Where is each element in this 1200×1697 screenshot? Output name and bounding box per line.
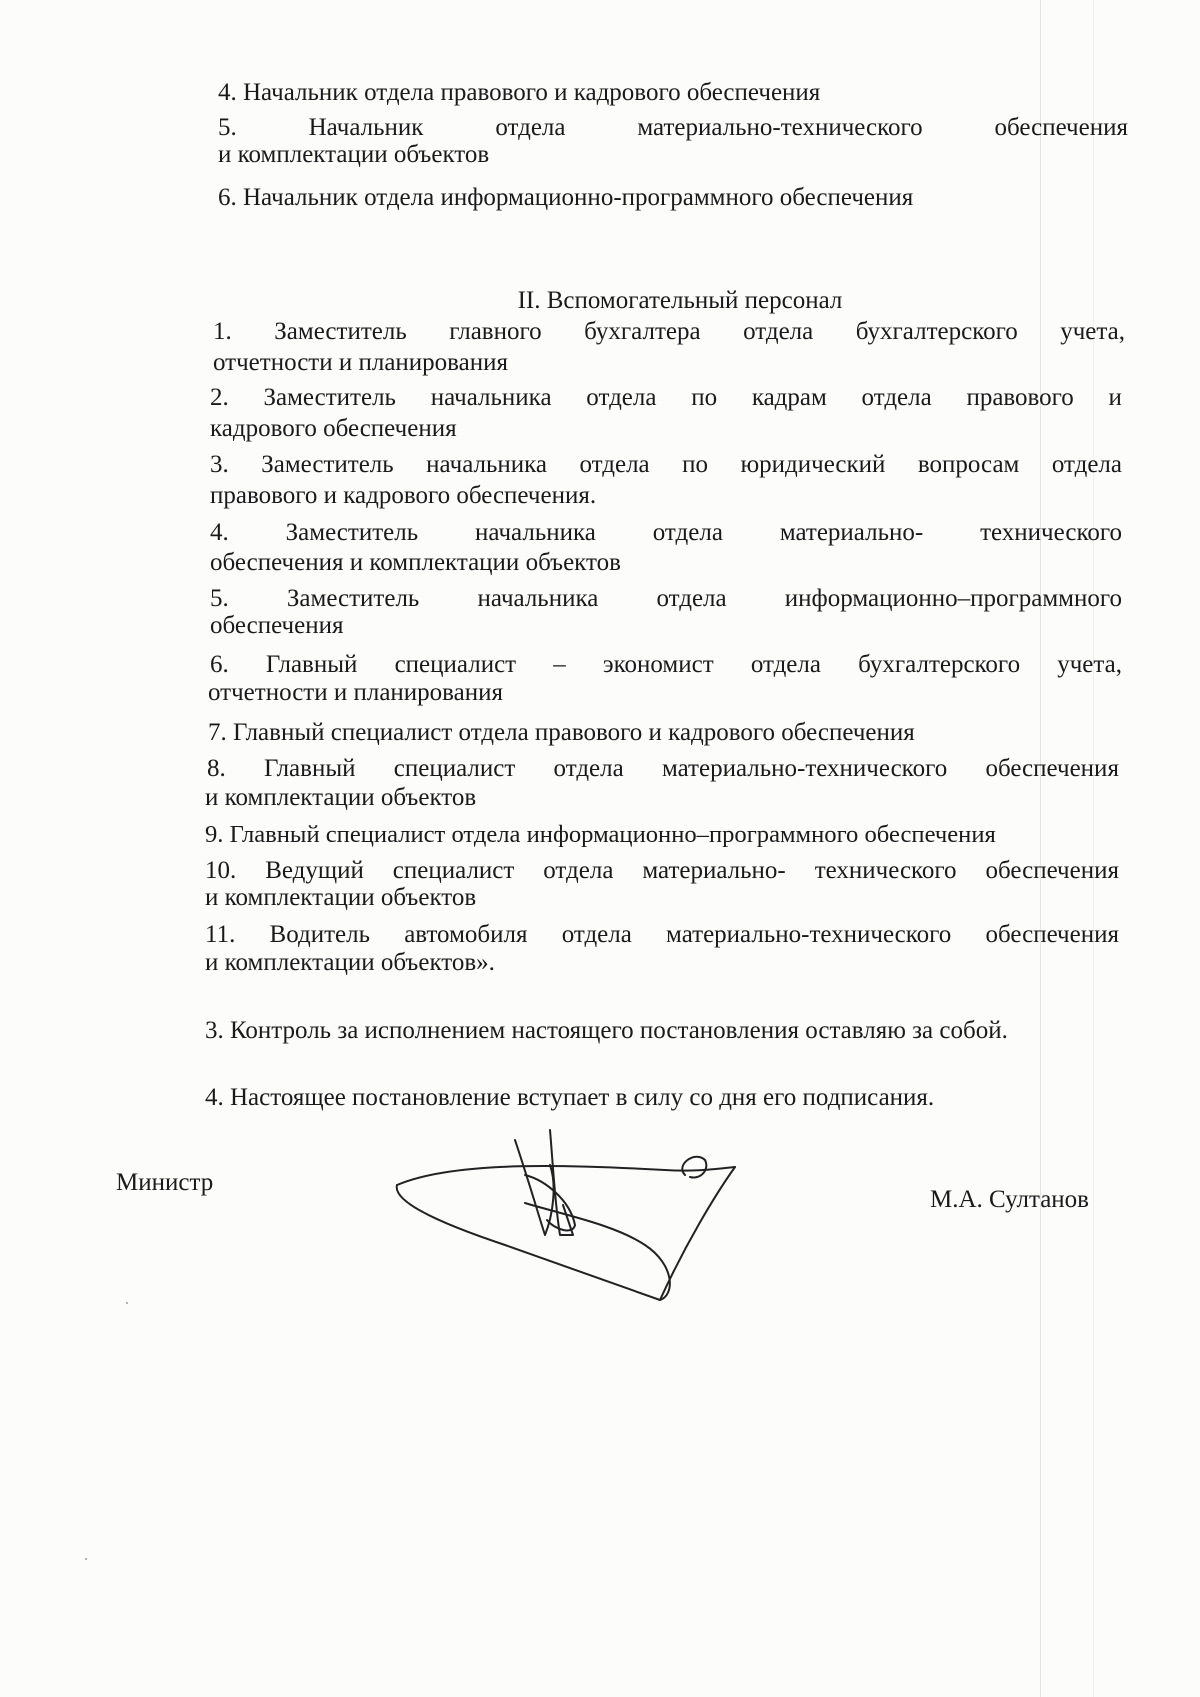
word: материально-технического [661, 755, 948, 782]
word: обеспечения [985, 857, 1119, 884]
signatory-name: М.А. Султанов [930, 1186, 1089, 1213]
list-item-s2-1-cont: отчетности и планирования [213, 349, 509, 376]
word: Главный [265, 651, 358, 678]
word: обеспечения [985, 921, 1119, 948]
list-item-s2-1 [213, 319, 1125, 345]
word: 4. [210, 519, 229, 546]
word: 11. [205, 921, 236, 948]
list-item-s2-2-cont: кадрового обеспечения [210, 415, 457, 442]
word: по [682, 451, 709, 478]
word: технического [814, 857, 957, 884]
word: экономист [602, 651, 714, 678]
word: бухгалтера [584, 318, 701, 345]
word: отдела [495, 114, 566, 141]
list-item-s1-4: 4. Начальник отдела правового и кадрового обеспечения [218, 79, 821, 106]
section-heading: II. Вспомогательный персонал [517, 287, 843, 314]
list-item-s2-10 [205, 858, 1119, 884]
word: материально- [642, 857, 786, 884]
list-item-s2-6-cont: отчетности и планирования [208, 679, 504, 706]
word: и [1108, 384, 1122, 411]
word: 1. [213, 318, 232, 345]
word: 5. [210, 585, 229, 612]
word: отдела [561, 921, 632, 948]
word: главного [449, 318, 542, 345]
scan-fold-line [1040, 0, 1041, 1697]
word: материально- [779, 519, 924, 546]
scan-speck [126, 1302, 128, 1304]
word: отдела [543, 857, 614, 884]
list-item-s1-5-cont: и комплектации объектов [218, 141, 490, 168]
word: бухгалтерского [855, 318, 1018, 345]
word: отдела [1051, 451, 1122, 478]
scan-fold-line [1093, 0, 1094, 1697]
handwritten-signature [385, 1125, 775, 1315]
word: Заместитель [285, 519, 419, 546]
word: отдела [652, 519, 723, 546]
list-item-s2-2 [210, 385, 1122, 411]
word: специалист [393, 755, 516, 782]
word: Заместитель [274, 318, 407, 345]
word: учета, [1057, 651, 1122, 678]
word: кадрам [751, 384, 827, 411]
word: отдела [743, 318, 814, 345]
word: технического [980, 519, 1122, 546]
word: автомобиля [404, 921, 528, 948]
clause-3: 3. Контроль за исполнением настоящего постановления оставляю за собой. [205, 1017, 1008, 1044]
word: 6. [210, 651, 229, 678]
word: Главный [264, 755, 356, 782]
list-item-s2-11-cont: и комплектации объектов». [205, 949, 495, 976]
word: – [553, 651, 566, 678]
list-item-s2-9: 9. Главный специалист отдела информационно–программного обеспечения [205, 821, 996, 848]
word: Заместитель [261, 451, 394, 478]
word: отдела [750, 651, 821, 678]
signatory-title: Министр [116, 1169, 214, 1196]
word: отдела [579, 451, 650, 478]
clause-4: 4. Настоящее постановление вступает в силу со дня его подписания. [205, 1084, 935, 1111]
word: Заместитель [263, 384, 396, 411]
list-item-s2-3-cont: правового и кадрового обеспечения. [210, 482, 597, 509]
list-item-s2-8 [207, 756, 1119, 782]
list-item-s2-4 [210, 520, 1122, 546]
word: отдела [586, 384, 657, 411]
word: вопросам [917, 451, 1020, 478]
word: Водитель [269, 921, 370, 948]
scan-speck [85, 1558, 87, 1560]
word: информационно–программного [784, 585, 1122, 612]
word: обеспечения [994, 114, 1128, 141]
word: отдела [553, 755, 624, 782]
word: 5. [218, 114, 237, 141]
word: 2. [210, 384, 229, 411]
list-item-s1-5 [218, 115, 1128, 141]
list-item-s2-6 [210, 652, 1122, 678]
list-item-s2-11 [205, 922, 1119, 948]
word: юридический [740, 451, 886, 478]
word: 3. [210, 451, 229, 478]
word: материально-технического [637, 114, 923, 141]
word: Ведущий [265, 857, 364, 884]
word: бухгалтерского [858, 651, 1021, 678]
word: отдела [861, 384, 932, 411]
word: начальника [475, 519, 596, 546]
word: Начальник [308, 114, 424, 141]
word: правового [966, 384, 1074, 411]
word: обеспечения [985, 755, 1119, 782]
list-item-s2-8-cont: и комплектации объектов [205, 784, 477, 811]
word: отдела [656, 585, 727, 612]
word: материально-технического [666, 921, 952, 948]
list-item-s1-6: 6. Начальник отдела информационно-программного обеспечения [218, 184, 914, 211]
word: специалист [392, 857, 515, 884]
word: Заместитель [286, 585, 420, 612]
word: начальника [426, 451, 548, 478]
list-item-s2-5 [210, 586, 1122, 612]
word: по [691, 384, 718, 411]
word: начальника [430, 384, 552, 411]
word: 8. [207, 755, 226, 782]
word: специалист [394, 651, 517, 678]
list-item-s2-5-cont: обеспечения [210, 612, 344, 639]
list-item-s2-4-cont: обеспечения и комплектации объектов [210, 549, 621, 576]
word: начальника [477, 585, 599, 612]
list-item-s2-7: 7. Главный специалист отдела правового и кадрового обеспечения [208, 719, 915, 746]
word: учета, [1060, 318, 1125, 345]
list-item-s2-10-cont: и комплектации объектов [205, 884, 477, 911]
list-item-s2-3 [210, 452, 1122, 478]
word: 10. [205, 857, 237, 884]
